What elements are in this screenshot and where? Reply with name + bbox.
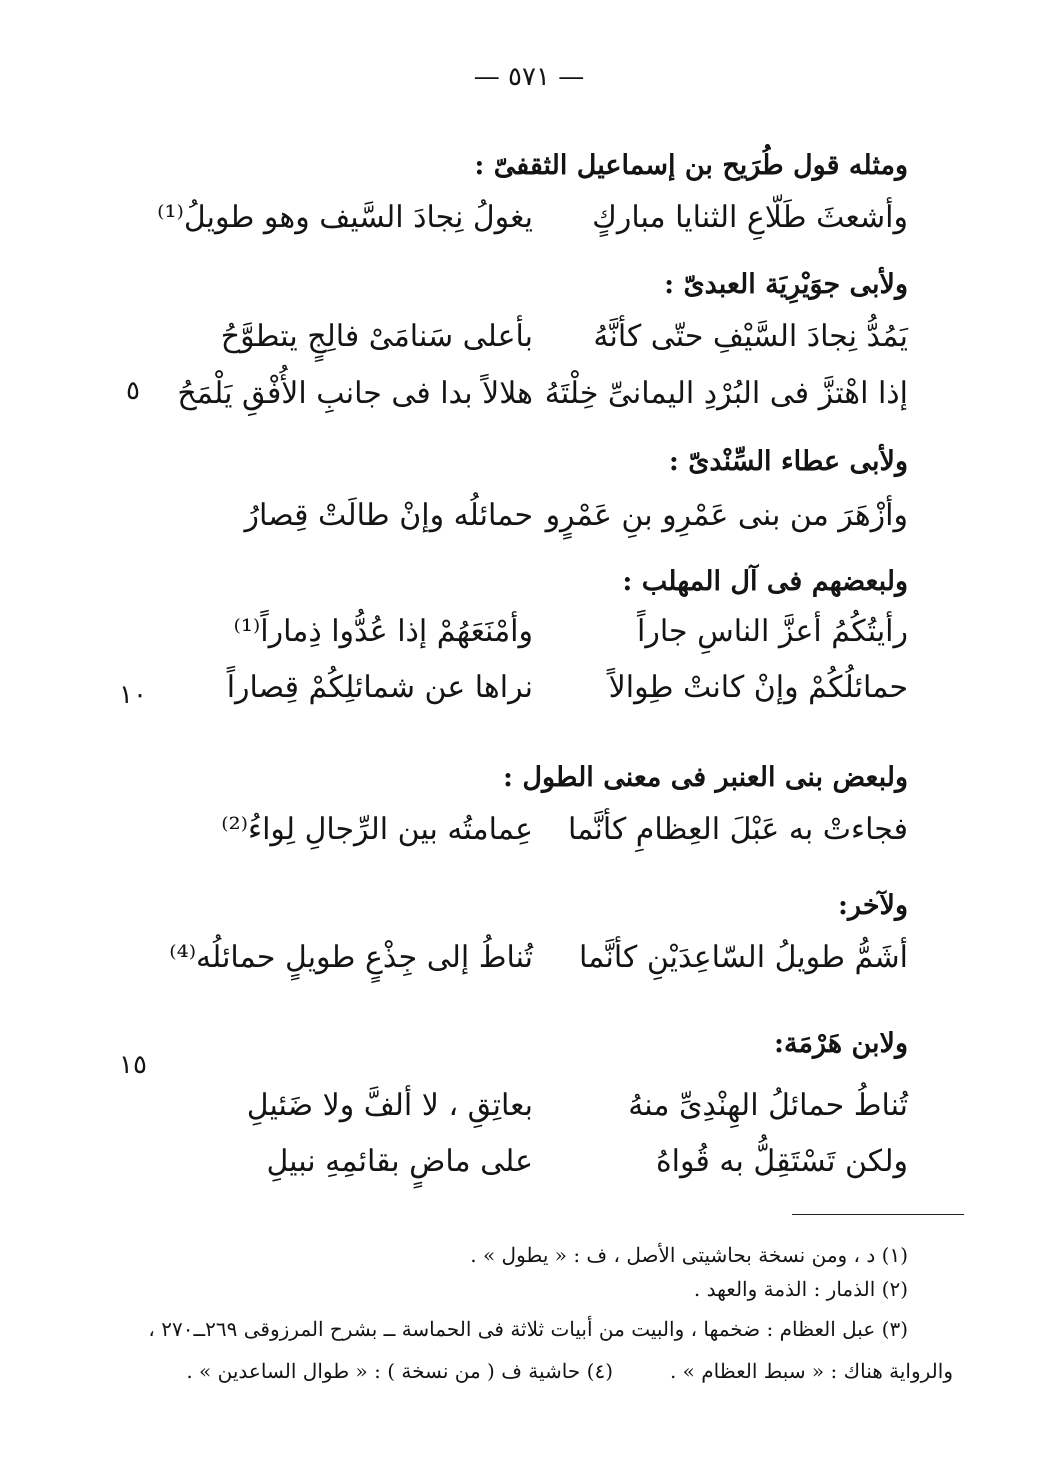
intro-line: ولأبى عطاء السِّنْدىّ :: [668, 446, 908, 477]
verse-first-hemistich: وأزْهَرَ من بنى عَمْرِو بنِ عَمْرٍو: [545, 498, 908, 533]
footnote-separator: [792, 1214, 964, 1215]
verse-first-hemistich: تُناطُ حمائلُ الهِنْدِىِّ منهُ: [628, 1088, 908, 1123]
page-number: — ٥٧١ —: [473, 62, 585, 92]
verse-second-hemistich: هلالاً بدا فى جانبِ الأُفْقِ يَلْمَحُ: [177, 376, 533, 411]
verse-first-hemistich: فجاءتْ به عَبْلَ العِظامِ كأنَّما: [568, 812, 908, 847]
intro-line: ولآخر:: [838, 890, 908, 921]
intro-line: ولابن هَرْمَة:: [774, 1028, 908, 1059]
line-number: ١٥: [119, 1050, 147, 1080]
verse-first-hemistich: وأشعثَ طَلّاعِ الثنايا مباركٍ: [592, 200, 908, 235]
intro-line: ولبعضهم فى آل المهلب :: [622, 566, 908, 597]
verse-second-hemistich: عِمامتُه بين الرِّجالِ لِواءُ⁽²⁾: [221, 812, 533, 847]
verse-second-hemistich: حمائلُه وإنْ طالَتْ قِصارُ: [244, 498, 533, 533]
verse-second-hemistich: يغولُ نِجادَ السَّيف وهو طويلُ⁽¹⁾: [157, 200, 533, 235]
footnote: (٢) الذمار : الذمة والعهد .: [693, 1277, 908, 1301]
verse-first-hemistich: يَمُدُّ نِجادَ السَّيْفِ حتّى كأنَّهُ: [593, 319, 908, 354]
verse-second-hemistich: بعاتِقِ ، لا ألفَّ ولا ضَئيلِ: [246, 1088, 533, 1123]
footnote: والرواية هناك : « سبط العظام » .: [669, 1359, 953, 1383]
footnote: (٤) حاشية ف ( من نسخة ) : « طوال الساعدين » .: [186, 1359, 613, 1383]
verse-second-hemistich: وأمْنَعَهُمْ إذا عُدُّوا ذِماراً⁽¹⁾: [233, 614, 533, 649]
intro-line: ولأبى جوَيْرِيَة العبدىّ :: [664, 269, 908, 300]
intro-line: ولبعض بنى العنبر فى معنى الطول :: [503, 762, 908, 793]
verse-first-hemistich: أشَمُّ طويلُ السّاعِدَيْنِ كأنَّما: [579, 940, 908, 975]
verse-first-hemistich: حمائلُكُمْ وإنْ كانتْ طِوالاً: [608, 670, 908, 705]
verse-first-hemistich: رأيتُكُمُ أعزَّ الناسِ جاراً: [637, 614, 908, 649]
verse-first-hemistich: إذا اهْتزَّ فى البُرْدِ اليمانىِّ خِلْتَهُ: [544, 376, 908, 411]
verse-second-hemistich: تُناطُ إلى جِذْعٍ طويلٍ حمائلُه⁽⁴⁾: [169, 940, 533, 975]
line-number: ٥: [126, 376, 140, 406]
footnote: (١) د ، ومن نسخة بحاشيتى الأصل ، ف : « يطول » .: [470, 1243, 908, 1267]
verse-second-hemistich: بأعلى سَنامَىْ فالِجٍ يتطوَّحُ: [220, 319, 533, 354]
intro-line: ومثله قول طُرَيح بن إسماعيل الثقفىّ :: [474, 150, 908, 181]
verse-second-hemistich: على ماضٍ بقائمِهِ نبيلِ: [266, 1144, 533, 1179]
verse-first-hemistich: ولكن تَسْتَقِلُّ به قُواهُ: [655, 1144, 908, 1179]
line-number: ١٠: [119, 680, 147, 710]
verse-second-hemistich: نراها عن شمائلِكُمْ قِصاراً: [226, 670, 533, 705]
footnote: (٣) عبل العظام : ضخمها ، والبيت من أبيات ثلاثة فى الحماسة ــ بشرح المرزوقى ٢٦٩ــ٢٧٠ ،: [148, 1317, 908, 1341]
